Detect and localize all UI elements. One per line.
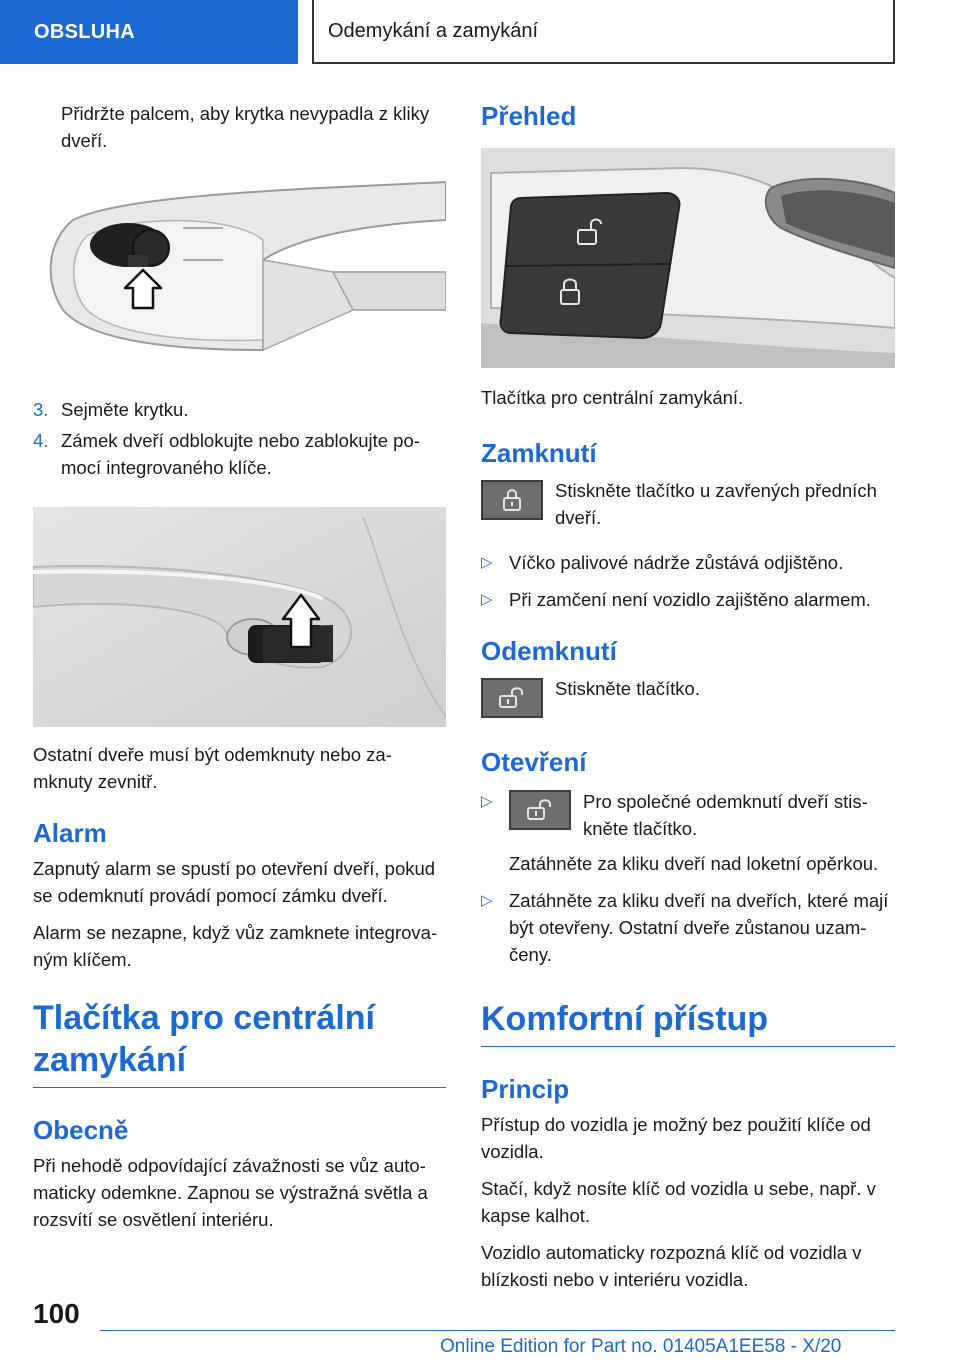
- lock-heading: Zamknutí: [481, 438, 597, 468]
- footer-rule: [100, 1330, 895, 1331]
- lock-text: Stiskněte tlačítko u zavřených předních dveří.: [555, 480, 877, 528]
- step-text: Zámek dveří odblokujte nebo zablokujte po-mocí integrovaného klíče.: [61, 430, 420, 478]
- bullet-content: [509, 788, 895, 877]
- comfort-access-heading: Komfortní přístup: [481, 1000, 769, 1038]
- principle-paragraph-1: Přístup do vozidla je možný bez použití klíče od vozidla.: [481, 1114, 871, 1162]
- other-doors-note: Ostatní dveře musí být odemknuty nebo za-mknuty zevnitř.: [33, 744, 392, 792]
- step-number: 4.: [33, 430, 49, 451]
- list-item: [33, 396, 446, 423]
- overview-caption: Tlačítka pro centrální zamykání.: [481, 387, 744, 408]
- padlock-closed-icon: [481, 480, 543, 520]
- list-item: [481, 887, 895, 968]
- section-label: OBSLUHA: [34, 20, 135, 43]
- list-item: [481, 586, 895, 613]
- central-lock-buttons-image: [481, 148, 895, 368]
- padlock-open-icon: [509, 790, 571, 830]
- chapter-title-box: [312, 0, 895, 64]
- principle-paragraph-2: Stačí, když nosíte klíč od vozidla u sebe, např. v kapse kalhot.: [481, 1178, 876, 1226]
- chapter-title: Odemykání a zamykání: [328, 19, 539, 42]
- general-subheading: Obecně: [33, 1115, 129, 1145]
- alarm-paragraph-1: Zapnutý alarm se spustí po otevření dveří, pokud se odemknutí provádí pomocí zámku dveří.: [33, 858, 436, 906]
- page-number: 100: [33, 1298, 80, 1329]
- open-instruction: [509, 788, 895, 842]
- steps-list: [33, 396, 446, 481]
- triangle-bullet-icon: ▷: [481, 793, 493, 810]
- bullet-text: Zatáhněte za kliku dveří na dveřích, které mají být otevřeny. Ostatní dveře zůstanou uzam-čeny.: [509, 890, 889, 965]
- triangle-bullet-icon: ▷: [481, 591, 493, 608]
- comfort-access-heading-block: [481, 998, 895, 1047]
- list-item: [33, 427, 446, 481]
- edition-text: Online Edition for Part no. 01405A1EE58 - X/20: [440, 1336, 842, 1357]
- principle-subheading: Princip: [481, 1074, 570, 1104]
- open-text: Pro společné odemknutí dveří stis-kněte tlačítko.: [583, 791, 868, 839]
- step-text: Sejměte krytku.: [61, 399, 189, 420]
- door-handle-cap-image: [33, 180, 446, 376]
- principle-paragraph-3: Vozidlo automaticky rozpozná klíč od vozidla v blízkosti nebo v interiéru vozidla.: [481, 1242, 862, 1290]
- central-locking-heading-block: [33, 997, 446, 1088]
- general-paragraph: Při nehodě odpovídající závažnosti se vůz auto-maticky odemkne. Zapnou se výstražná světla a rozsvítí se osvětlení interiéru.: [33, 1155, 428, 1230]
- section-tab: [0, 0, 298, 64]
- open-follow-text: Zatáhněte za kliku dveří nad loketní opěrkou.: [509, 853, 879, 874]
- unlock-instruction: [481, 675, 895, 718]
- unlock-heading: Odemknutí: [481, 636, 617, 666]
- unlock-text: Stiskněte tlačítko.: [555, 678, 700, 699]
- triangle-bullet-icon: ▷: [481, 892, 493, 909]
- step-number: 3.: [33, 399, 49, 420]
- alarm-heading: Alarm: [33, 818, 107, 848]
- lock-instruction: [481, 477, 895, 531]
- right-column: [481, 100, 895, 1293]
- padlock-open-icon: [481, 678, 543, 718]
- bullet-text: Při zamčení není vozidlo zajištěno alarmem.: [509, 589, 871, 610]
- list-item: [481, 788, 895, 877]
- intro-paragraph: Přidržte palcem, aby krytka nevypadla z kliky dveří.: [61, 103, 430, 151]
- list-item: [481, 549, 895, 576]
- alarm-paragraph-2: Alarm se nezapne, když vůz zamknete integrova-ným klíčem.: [33, 922, 438, 970]
- triangle-bullet-icon: ▷: [481, 554, 493, 571]
- central-locking-heading: Tlačítka pro centrální zamykání: [33, 999, 375, 1079]
- open-heading: Otevření: [481, 747, 587, 777]
- key-in-lock-image: [33, 507, 446, 727]
- overview-heading: Přehled: [481, 101, 577, 131]
- bullet-text: Víčko palivové nádrže zůstává odjištěno.: [509, 552, 844, 573]
- left-column: [33, 100, 446, 1233]
